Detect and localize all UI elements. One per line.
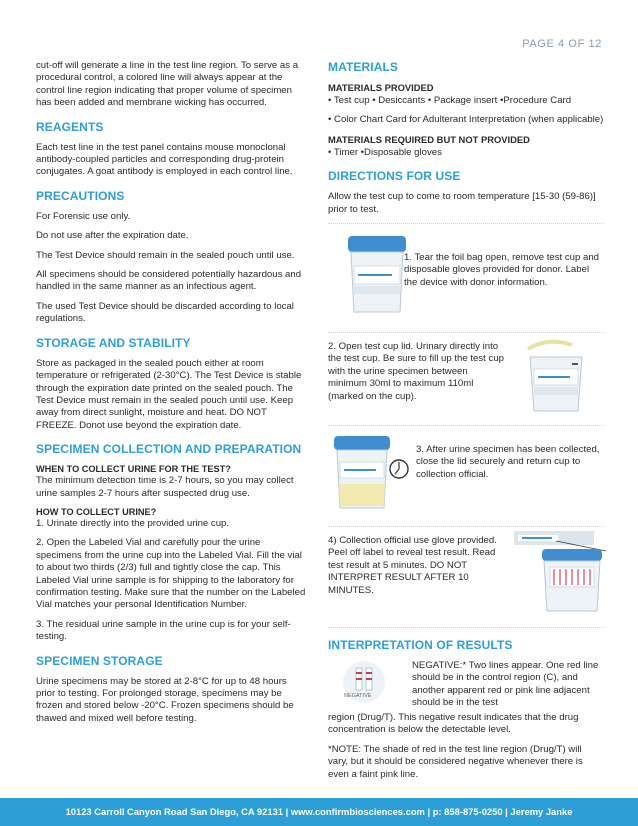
storage-heading: STORAGE AND STABILITY [36, 335, 191, 350]
timer-icon [388, 458, 410, 480]
negative-label: NEGATIVE [344, 693, 372, 700]
precautions-heading: PRECAUTIONS [36, 188, 125, 203]
direction-step-1 [328, 230, 604, 326]
test-cup-sealed-illustration [342, 230, 412, 320]
precaution-item: For Forensic use only. [36, 210, 131, 222]
collection-step: 3. The residual urine sample in the urine cup is for your self-testing. [36, 618, 291, 643]
collection-step: 1. Urinate directly into the provided urine cup. [36, 517, 230, 529]
test-result-panel-illustration [502, 527, 606, 613]
closed-cup-illustration [330, 432, 394, 512]
precaution-item: Do not use after the expiration date. [36, 230, 189, 242]
interpretation-heading: INTERPRETATION OF RESULTS [328, 638, 513, 653]
materials-provided-line: • Test cup • Desiccants • Package insert •Procedure Card [328, 95, 572, 106]
urine-cup-open-illustration [520, 335, 600, 415]
intro-paragraph: cut-off will generate a line in the test line region. To serve as a procedural control, a colored line will always appear at the control line region indicating that proper volume of specimen has been added and membrane wicking has occurred. [36, 60, 299, 109]
left-column [36, 60, 308, 732]
negative-result [328, 660, 604, 712]
divider [328, 332, 604, 333]
interpretation-note: *NOTE: The shade of red in the test line region (Drug/T) will vary, but it should be considered negative whenever there is even a faint pink line. [328, 743, 583, 780]
direction-step-4 [328, 533, 604, 621]
reagents-text: Each test line in the test panel contains mouse monoclonal antibody-coupled particles and corresponding drug-protein conjugates. A goat antibody is employed in each control line. [36, 141, 293, 178]
footer-contact-bar: 10123 Carroll Canyon Road San Diego, CA 92131 | www.confirmbiosciences.com | p: 858-875-0250 | Jeremy Janke [0, 798, 638, 826]
divider [328, 223, 604, 224]
collection-heading: SPECIMEN COLLECTION AND PREPARATION [36, 442, 302, 457]
direction-step-3-text: 3. After urine specimen has been collected, close the lid securely and return cup to collection official. [416, 444, 600, 480]
materials-heading: MATERIALS [328, 60, 399, 74]
divider [328, 627, 604, 628]
reagents-heading: REAGENTS [36, 119, 104, 134]
collection-question-when: WHEN TO COLLECT URINE FOR THE TEST? [36, 464, 231, 475]
negative-result-text: NEGATIVE:* Two lines appear. One red line should be in the control region (C), and another apparent red or pink line adjacent should be in the test [412, 660, 599, 709]
page-number: PAGE 4 OF 12 [522, 38, 602, 50]
directions-heading: DIRECTIONS FOR USE [328, 169, 461, 184]
collection-answer-when: The minimum detection time is 2-7 hours, so you may collect urine samples 2-7 hours after suspected drug use. [36, 475, 294, 499]
divider [328, 425, 604, 426]
precaution-item: The used Test Device should be discarded according to local regulations. [36, 300, 294, 325]
precaution-item: The Test Device should remain in the sealed pouch until use. [36, 249, 295, 261]
right-column [328, 60, 604, 788]
specimen-storage-heading: SPECIMEN STORAGE [36, 653, 163, 668]
specimen-storage-text: Urine specimens may be stored at 2-8°C for up to 48 hours prior to testing. For prolonged storage, specimens may be frozen and stored below -20°C. Frozen specimens should be thawed and mixed well before testing. [36, 675, 294, 724]
directions-intro: Allow the test cup to come to room temperature [15-30 (59-86)] prior to test. [328, 191, 596, 215]
collection-question-how: HOW TO COLLECT URINE? [36, 506, 157, 517]
materials-provided-heading: MATERIALS PROVIDED [328, 82, 434, 93]
materials-required-heading: MATERIALS REQUIRED BUT NOT PROVIDED [328, 133, 530, 145]
storage-text: Store as packaged in the sealed pouch either at room temperature or refrigerated (2-30°C). The Test Device is stable through the expiration date printed on the sealed pouch. The Test Device must remain in the sealed pouch until use. Keep away from direct sunlight, moisture and heat. DO NOT FREEZE. Donot use beyond the expiration date. [36, 357, 302, 431]
direction-step-1-text: 1. Tear the foil bag open, remove test cup and disposable gloves provided for donor. Label the device with donor information. [404, 252, 600, 288]
collection-step: 2. Open the Labeled Vial and carefully pour the urine specimens from the urine cup into the Labeled Vial. Fill the vial to about two thirds (2/3) full and tightly close the cap. This Labeled Vial urine sample is for shipping to the laboratory for confirmation testing. Make sure that the number on the Labeled Vial matches your personal Identification Number. [36, 537, 306, 611]
negative-result-text-continued: region (Drug/T). This negative result indicates that the drug concentration is below the detectable level. [328, 712, 579, 736]
direction-step-2 [328, 339, 604, 419]
precaution-item: All specimens should be considered potentially hazardous and handled in the same manner as an infectious agent. [36, 269, 302, 293]
materials-provided-line: • Color Chart Card for Adulterant Interpretation (when applicable) [328, 114, 604, 126]
direction-step-4-text: 4) Collection official use glove provided. Peel off label to reveal test result. Read test result at 5 minutes. DO NOT INTERPRET RESULT AFTER 10 MINUTES. [328, 535, 497, 596]
materials-required-line: • Timer •Disposable gloves [328, 146, 442, 158]
direction-step-3 [328, 432, 604, 520]
direction-step-2-text: 2. Open test cup lid. Urinary directly into the test cup. Be sure to fill up the test cup with the urine specimen between minimum 30ml to maximum 110ml (marked on the cup). [328, 341, 504, 402]
